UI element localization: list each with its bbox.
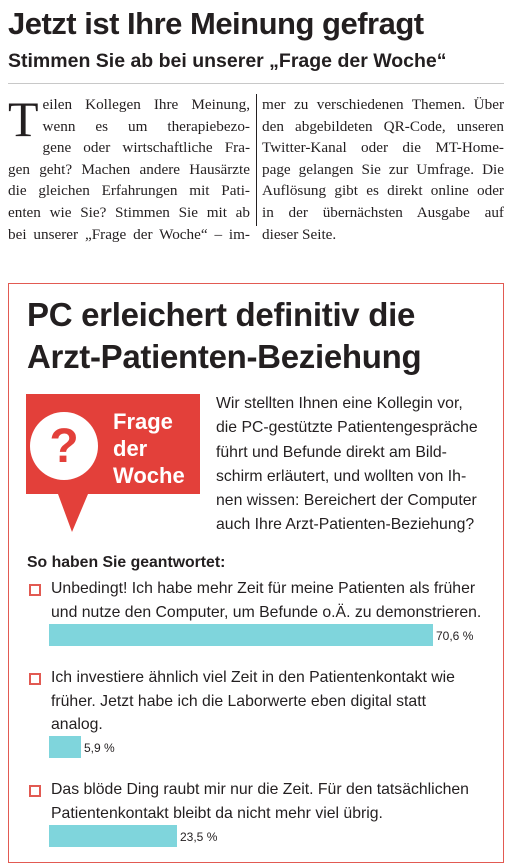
answer-line: Patientenkontakt bleibt da nicht mehr viel übrig.: [51, 804, 383, 822]
question-line: auch Ihre Arzt-Patienten-Beziehung?: [216, 516, 475, 534]
intro-line: in der übernächsten Ausgabe auf: [262, 203, 504, 221]
frage-der-woche-badge: [26, 394, 206, 536]
checkbox-icon: [29, 584, 41, 596]
intro-line: Twitter-Kanal oder die MT-Home-: [262, 139, 504, 157]
poll-title: [27, 294, 421, 378]
intro-column-1: [8, 91, 250, 245]
page-title: Jetzt ist Ihre Meinung gefragt: [8, 6, 424, 41]
badge-line: der: [113, 436, 148, 461]
question-line: die PC-gestützte Patientengespräche: [216, 419, 478, 437]
answer-line: Das blöde Ding raubt mir nur die Zeit. Für den tatsächlichen: [51, 781, 469, 798]
percent-label: 70,6 %: [436, 629, 474, 643]
answer-text: [51, 778, 469, 825]
intro-line: den abgebildeten QR-Code, unseren: [262, 117, 504, 135]
intro-line: gene oder wirtschaftliche Fra-: [42, 139, 250, 157]
poll-title-line: PC erleichert definitiv die: [27, 296, 416, 333]
checkbox-icon: [29, 785, 41, 797]
intro-line: wenn es um therapiebezo-: [42, 117, 250, 135]
intro-line: eilen Kollegen Ihre Meinung,: [42, 96, 250, 113]
bar-fill: [49, 624, 433, 646]
answer-text: [51, 666, 455, 737]
checkbox-icon: [29, 673, 41, 685]
question-mark-icon: ?: [49, 420, 79, 473]
question-line: führt und Befunde direkt am Bild-: [216, 443, 447, 461]
question-line: nen wissen: Bereichert der Computer: [216, 492, 477, 510]
intro-line: dieser Seite.: [262, 225, 337, 243]
poll-title-line: Arzt-Patienten-Beziehung: [27, 338, 422, 375]
question-line: schirm erläutert, und wollten von Ih-: [216, 467, 467, 485]
badge-line: Woche: [113, 463, 185, 488]
bar-fill: [49, 825, 177, 847]
intro-line: die gleichen Erfahrungen mit Pati-: [8, 182, 250, 200]
intro-column-2: [262, 94, 504, 245]
percent-label: 23,5 %: [180, 830, 218, 844]
answer-line: Ich investiere ähnlich viel Zeit in den Patientenkontakt wie: [51, 669, 455, 686]
intro-line: mer zu verschiedenen Themen. Über: [262, 96, 504, 113]
intro-line: page gelangen Sie zur Umfrage. Die: [262, 160, 504, 178]
answer-text: [51, 577, 481, 624]
answer-line: früher. Jetzt habe ich die Laborwerte eben digital statt: [51, 692, 426, 710]
percent-label: 5,9 %: [84, 741, 115, 755]
question-line: Wir stellten Ihnen eine Kollegin vor,: [216, 395, 463, 412]
header-divider: [8, 83, 504, 84]
badge-line: Frage: [113, 409, 173, 434]
poll-question: [216, 392, 478, 538]
intro-line: bei unserer „Frage der Woche“ – im-: [8, 225, 250, 243]
answer-line: und nutze den Computer, um Befunde o.Ä. zu demonstrieren.: [51, 603, 482, 621]
bar-fill: [49, 736, 81, 758]
intro-line: gen geht? Machen andere Hausärzte: [8, 160, 250, 178]
badge-label: [113, 408, 185, 489]
column-divider: [256, 94, 257, 226]
poll-box: [8, 283, 504, 863]
intro-line: Auflösung gibt es direkt online oder: [262, 182, 504, 200]
answer-line: Unbedingt! Ich habe mehr Zeit für meine Patienten als früher: [51, 580, 476, 597]
page-subtitle: Stimmen Sie ab bei unserer „Frage der Woche“: [8, 50, 447, 72]
answer-line: analog.: [51, 716, 103, 733]
drop-cap: T: [8, 91, 39, 147]
answers-heading: So haben Sie geantwortet:: [27, 554, 226, 571]
intro-line: enten wie Sie? Stimmen Sie mit ab: [8, 203, 250, 221]
